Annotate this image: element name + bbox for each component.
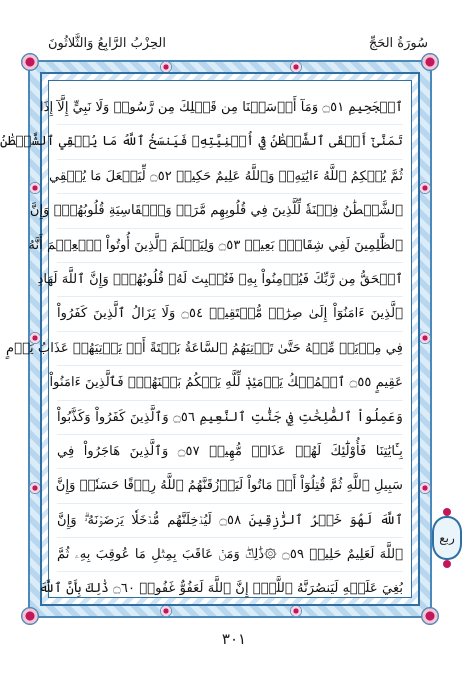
verse-line: سَبِيلِ ٱللَّهِ ثُمَّ قُتِلُوٓاْ أَوۡ مَاتُواْ لَيَرۡزُقَنَّهُمُ ٱللَّهُ رِزۡقًا حَسَنٗاۚ وَإِنَّ [57,469,403,503]
corner-ornament-icon [421,53,439,71]
verse-line: فِي مِرۡيَةٖ مِّنۡهُ حَتَّىٰ تَأۡتِيَهُمُ ٱلسَّاعَةُ بَغۡتَةً أَوۡ يَأۡتِيَهُمۡ عَذَابُ يَوۡمٍ [57,332,403,366]
verse-line: بِـَٔايَٰتِنَا فَأُوْلَٰٓئِكَ لَهُمۡ عَذَابٞ مُّهِينٞ ۝٥٧ وَٱلَّذِينَ هَاجَرُواْ فِي [57,435,403,469]
verse-line: تَمَنَّىٰٓ أَلۡقَى ٱلشَّيۡطَٰنُ فِيٓ أُمۡنِيَّتِهِۦ فَيَنسَخُ ٱللَّهُ مَا يُلۡقِي ٱلشَّيۡطَٰنُ [57,125,403,159]
verse-line: ٱلۡجَحِيمِ ۝٥١ وَمَآ أَرۡسَلۡنَا مِن قَبۡلِكَ مِن رَّسُولٖ وَلَا نَبِيٍّ إِلَّآ إِذَا [57,91,403,125]
verse-line: ٱللَّهَ لَهُوَ خَيۡرُ ٱلرَّٰزِقِينَ ۝٥٨ لَيُدۡخِلَنَّهُم مُّدۡخَلٗا يَرۡضَوۡنَهُۥۗ وَإِنَّ [57,504,403,538]
border-medallion-icon [419,482,431,494]
verse-line: وَعَمِلُواْ ٱلصَّٰلِحَٰتِ فِي جَنَّٰتِ ٱلنَّعِيمِ ۝٥٦ وَٱلَّذِينَ كَفَرُواْ وَكَذَّبُواْ [57,401,403,435]
border-medallion-icon [160,605,172,617]
verse-line: ٱلشَّيۡطَٰنُ فِتۡنَةٗ لِّلَّذِينَ فِي قُلُوبِهِم مَّرَضٞ وَٱلۡقَاسِيَةِ قُلُوبُهُمۡۗ وَإِنَّ [57,194,403,228]
text-area [0,80,412,598]
corner-ornament-icon [21,607,39,625]
page-number: ٣٠١ [221,630,247,648]
corner-ornament-icon [421,607,439,625]
surah-name-header: سُورَةُ الحَجِّ [368,36,428,51]
page-frame [0,60,432,618]
verse-line: ٱلظَّٰلِمِينَ لَفِي شِقَاقِۭ بَعِيدٖ ۝٥٣ وَلِيَعۡلَمَ ٱلَّذِينَ أُوتُواْ ٱلۡعِلۡمَ أَنَّهُ [57,229,403,263]
border-medallion-icon [419,332,431,344]
verse-line: ٱلَّذِينَ ءَامَنُوٓاْ إِلَىٰ صِرَٰطٖ مُّسۡتَقِيمٖ ۝٥٤ وَلَا يَزَالُ ٱلَّذِينَ كَفَرُواْ [57,297,403,331]
verse-line: عَقِيمٍ ۝٥٥ ٱلۡمُلۡكُ يَوۡمَئِذٖ لِّلَّهِ يَحۡكُمُ بَيۡنَهُمۡۚ فَٱلَّذِينَ ءَامَنُواْ [57,366,403,400]
verse-line: ٱلۡحَقُّ مِن رَّبِّكَ فَيُؤۡمِنُواْ بِهِۦ فَتُخۡبِتَ لَهُۥ قُلُوبُهُمۡۗ وَإِنَّ ٱللَّهَ لَهَادِ [57,263,403,297]
hizb-quarter-marker [430,506,464,570]
hizb-header: الحِزْبُ الرَّابِعُ وَالثَّلاثُونَ [48,36,166,51]
verse-line: ثُمَّ يُحۡكِمُ ٱللَّهُ ءَايَٰتِهِۦۗ وَٱللَّهُ عَلِيمٌ حَكِيمٞ ۝٥٢ لِّيَجۡعَلَ مَا يُلۡقِي [57,160,403,194]
border-medallion-icon [290,605,302,617]
border-medallion-icon [419,182,431,194]
verse-line: بُغِيَ عَلَيۡهِ لَيَنصُرَنَّهُ ٱللَّهُۚ إِنَّ ٱللَّهَ لَعَفُوٌّ غَفُورٞ ۝٦٠ ذَٰلِكَ بِأَنَّ ٱللَّهَ [38,581,403,597]
marker-knob-icon [443,560,451,568]
frame-border-band [0,72,420,606]
corner-ornament-icon [21,53,39,71]
verse-line: ٱللَّهَ لَعَلِيمٌ حَلِيمٞ ۝٥٩ ۞ذَٰلِكَۖ وَمَنۡ عَاقَبَ بِمِثۡلِ مَا عُوقِبَ بِهِۦ ثُمَّ [57,538,403,572]
hizb-quarter-label: ربع [432,516,462,560]
verse-lines [0,91,404,597]
marker-knob-icon [443,508,451,516]
